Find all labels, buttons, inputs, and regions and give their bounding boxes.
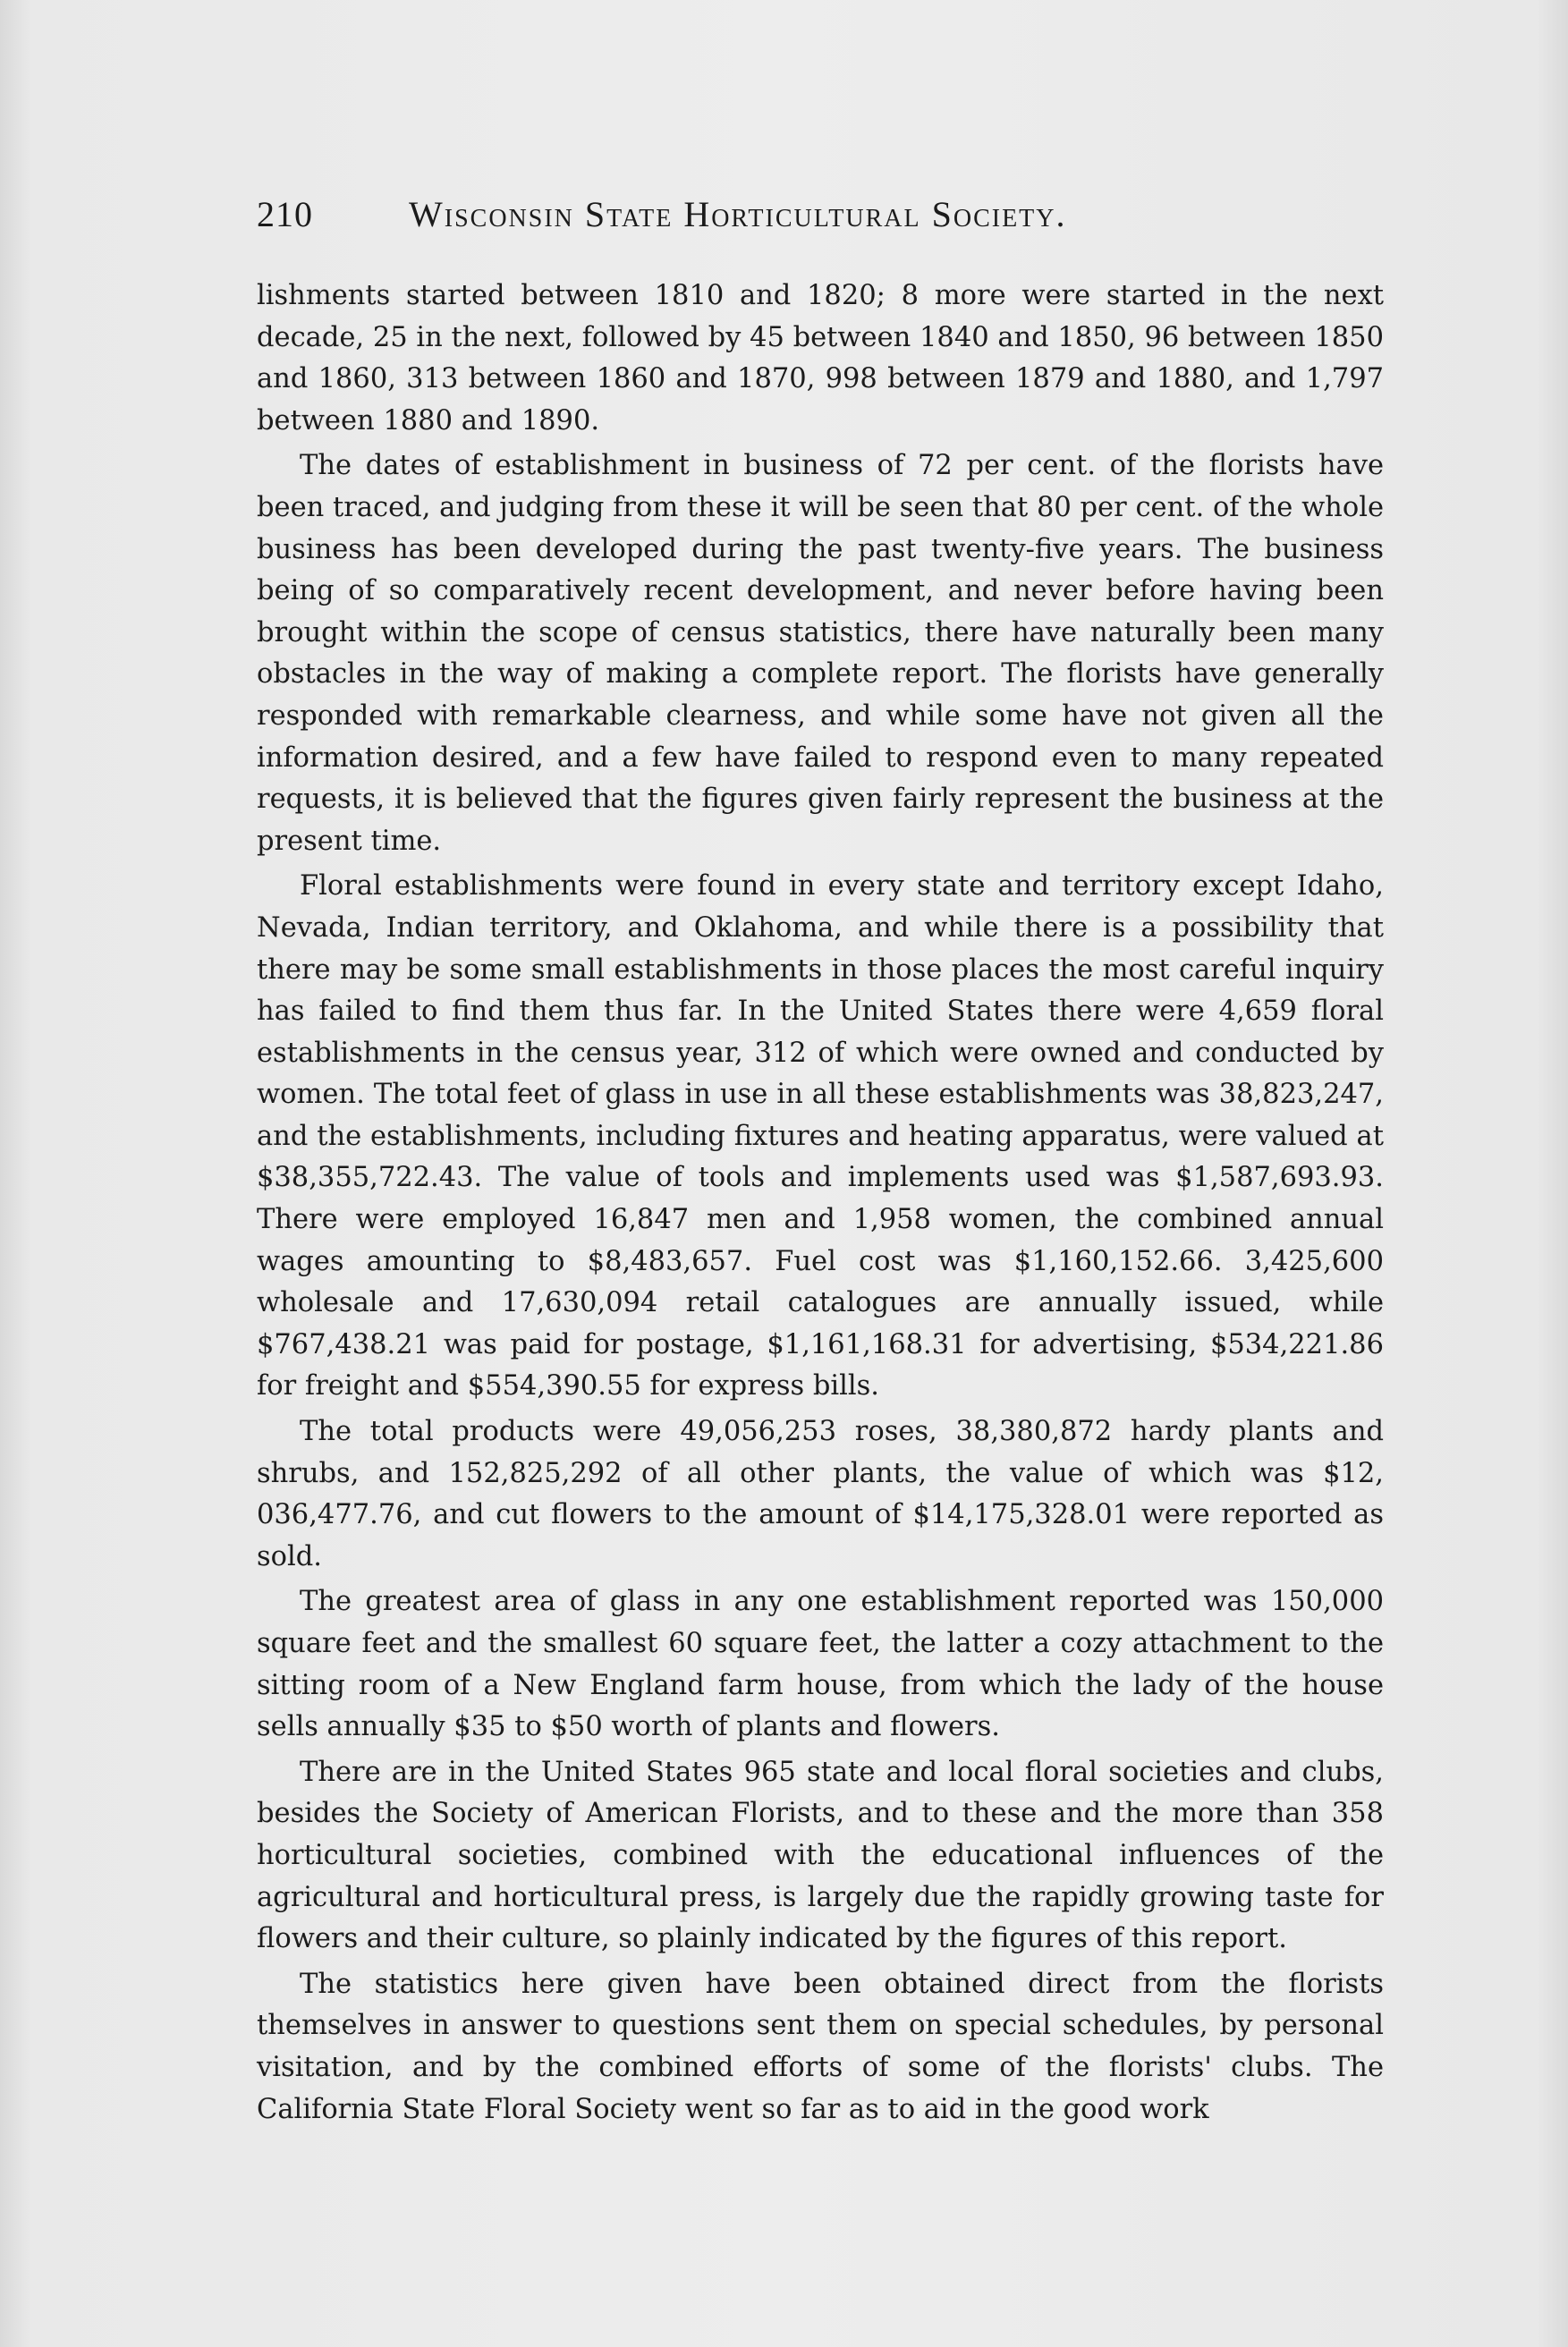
- paragraph-1: lishments started between 1810 and 1820; 8 more were started in the next decade, 25 in the next, followed by 45 between 1840 and 1850, 96 between 1850 and 1860, 313 between 1860 and 1870, 998 between 1879 and 1880, and 1,797 between 1880 and 1890.: [257, 280, 1384, 436]
- paragraph-5: The greatest area of glass in any one establishment reported was 150,000 square feet and the smallest 60 square feet, the latter a cozy attachment to the sitting room of a New England farm house, from which the lady of the house sells annually $35 to $50 worth of plants and flowers.: [257, 1586, 1384, 1743]
- page-number: 210: [257, 194, 313, 234]
- paragraph-3: Floral establishments were found in every state and territory except Idaho, Nevada, Indian territory, and Oklahoma, and while there is a possibility that there may be some small establishments in those places the most careful inquiry has failed to find them thus far. In the United States there were 4,659 floral establishments in the census year, 312 of which were owned and conducted by women. The total feet of glass in use in all these establishments was 38,823,247, and the establishments, including fixtures and heating apparatus, were valued at $38,355,722.43. The value of tools and implements used was $1,587,693.93. There were employed 16,847 men and 1,958 women, the combined annual wages amounting to $8,483,657. Fuel cost was $1,160,152.66. 3,425,600 wholesale and 17,630,094 retail catalogues are annually issued, while $767,438.21 was paid for postage, $1,161,168.31 for advertising, $534,221.86 for freight and $554,390.55 for express bills.: [257, 870, 1384, 1402]
- paragraph-7: The statistics here given have been obtained direct from the florists themselves in answer to questions sent them on special schedules, by personal visitation, and by the combined efforts of some of the florists' clubs. The California State Floral Society went so far as to aid in the good work: [257, 1968, 1384, 2125]
- running-title: Wisconsin State Horticultural Society.: [409, 194, 1067, 234]
- page-header: [257, 193, 1259, 247]
- paragraph-4: The total products were 49,056,253 roses, 38,380,872 hardy plants and shrubs, and 152,825,292 of all other plants, the value of which was $12, 036,477.76, and cut flowers to the amount of $14,175,328.01 were reported as sold.: [257, 1416, 1384, 1572]
- body-text: [257, 275, 1384, 2134]
- paragraph-6: There are in the United States 965 state and local floral societies and clubs, besides the Society of American Florists, and to these and the more than 358 horticultural societies, combined with the educational influences of the agricultural and horticultural press, is largely due the rapidly growing taste for flowers and their culture, so plainly indicated by the figures of this report.: [257, 1756, 1384, 1955]
- paragraph-2: The dates of establishment in business of 72 per cent. of the florists have been traced, and judging from these it will be seen that 80 per cent. of the whole business has been developed during the past twenty-five years. The business being of so comparatively recent development, and never before having been brought within the scope of census statistics, there have naturally been many obstacles in the way of making a complete report. The florists have generally responded with remarkable clearness, and while some have not given all the information desired, and a few have failed to respond even to many repeated requests, it is believed that the figures given fairly represent the business at the present time.: [257, 450, 1384, 857]
